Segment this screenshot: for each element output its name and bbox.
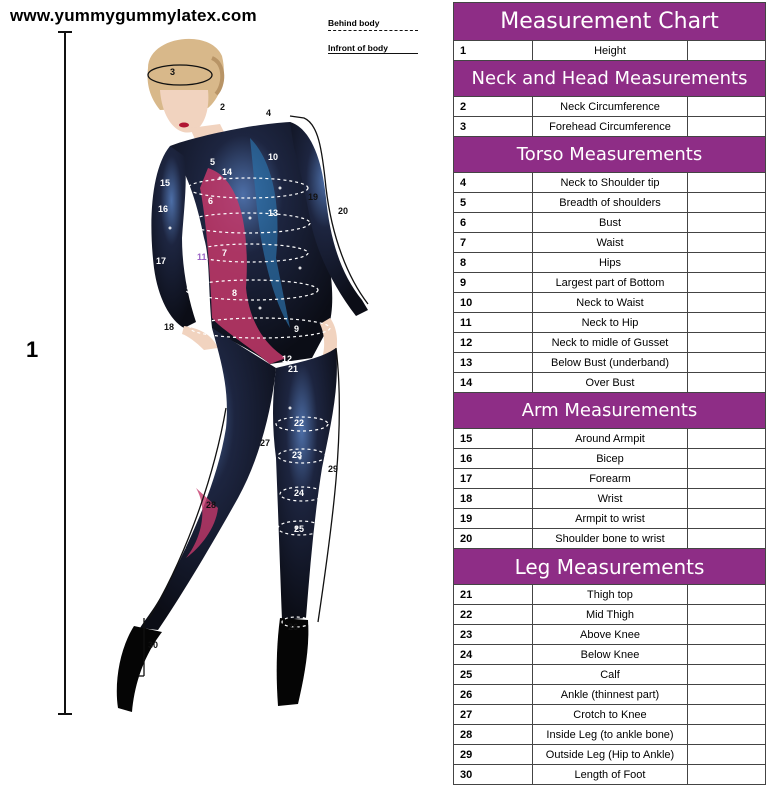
figure-label-4: 4 — [266, 108, 272, 118]
measurement-number: 18 — [454, 489, 533, 509]
measurement-row — [454, 529, 766, 549]
measurement-number: 11 — [454, 313, 533, 333]
figure-label-17: 17 — [156, 256, 167, 266]
measurement-label: Below Knee — [532, 645, 687, 665]
figure-label-19: 19 — [308, 192, 319, 202]
measurement-row — [454, 685, 766, 705]
measurement-row — [454, 449, 766, 469]
measurement-value-cell — [688, 449, 766, 469]
measurement-label: Neck to Shoulder tip — [532, 173, 687, 193]
measurement-number: 22 — [454, 605, 533, 625]
measurement-number: 2 — [454, 97, 533, 117]
measurement-number: 5 — [454, 193, 533, 213]
measurement-row — [454, 213, 766, 233]
measurement-number: 4 — [454, 173, 533, 193]
figure-label-29: 29 — [328, 464, 339, 474]
figure-label-10: 10 — [268, 152, 279, 162]
measurement-label: Breadth of shoulders — [532, 193, 687, 213]
figure-label-11: 11 — [197, 252, 207, 262]
measurement-value-cell — [688, 685, 766, 705]
measurement-label: Above Knee — [532, 625, 687, 645]
measurement-value-cell — [688, 489, 766, 509]
measurement-value-cell — [688, 665, 766, 685]
measurement-label: Below Bust (underband) — [532, 353, 687, 373]
measurement-label: Calf — [532, 665, 687, 685]
measurement-number: 29 — [454, 745, 533, 765]
measurement-row — [454, 665, 766, 685]
measurement-label: Thigh top — [532, 585, 687, 605]
measurement-number: 26 — [454, 685, 533, 705]
model-figure — [100, 28, 430, 718]
measurement-row — [454, 41, 766, 61]
site-url: www.yummygummylatex.com — [10, 6, 257, 25]
measurement-number: 6 — [454, 213, 533, 233]
measurement-row — [454, 645, 766, 665]
measurement-number: 17 — [454, 469, 533, 489]
figure-label-21: 21 — [288, 364, 299, 374]
figure-label-12: 12 — [282, 354, 293, 364]
figure-label-14: 14 — [222, 167, 233, 177]
section-heading: Torso Measurements — [454, 137, 766, 173]
measurement-row — [454, 765, 766, 785]
measurement-label: Ankle (thinnest part) — [532, 685, 687, 705]
figure-label-22: 22 — [294, 418, 305, 428]
measurement-value-cell — [688, 293, 766, 313]
measurement-value-cell — [688, 213, 766, 233]
measurement-label: Largest part of Bottom — [532, 273, 687, 293]
measurement-row — [454, 273, 766, 293]
measurement-value-cell — [688, 585, 766, 605]
measurement-row — [454, 469, 766, 489]
measurement-label: Forearm — [532, 469, 687, 489]
measurement-value-cell — [688, 253, 766, 273]
measurement-number: 3 — [454, 117, 533, 137]
measurement-label: Neck to Hip — [532, 313, 687, 333]
measurement-value-cell — [688, 509, 766, 529]
measurement-row — [454, 117, 766, 137]
measurement-number: 12 — [454, 333, 533, 353]
measurement-value-cell — [688, 353, 766, 373]
figure-label-20: 20 — [338, 206, 349, 216]
measurement-row — [454, 173, 766, 193]
figure-label-13: 13 — [268, 208, 279, 218]
measurement-label: Neck to midle of Gusset — [532, 333, 687, 353]
figure-label-18: 18 — [164, 322, 175, 332]
measurement-value-cell — [688, 625, 766, 645]
measurement-row — [454, 293, 766, 313]
measurement-number: 1 — [454, 41, 533, 61]
measurement-label: Hips — [532, 253, 687, 273]
measurement-number: 27 — [454, 705, 533, 725]
measurement-value-cell — [688, 745, 766, 765]
measurement-number: 24 — [454, 645, 533, 665]
measurement-row — [454, 97, 766, 117]
height-measure-line — [64, 32, 66, 714]
measurement-number: 15 — [454, 429, 533, 449]
measurement-row — [454, 333, 766, 353]
measurement-value-cell — [688, 529, 766, 549]
measurement-number: 14 — [454, 373, 533, 393]
measurement-number: 20 — [454, 529, 533, 549]
figure-label-3: 3 — [170, 67, 176, 77]
section-heading: Neck and Head Measurements — [454, 61, 766, 97]
figure-label-8: 8 — [232, 288, 238, 298]
measurement-label: Around Armpit — [532, 429, 687, 449]
measurement-value-cell — [688, 313, 766, 333]
height-number: 1 — [26, 337, 39, 362]
figure-label-5: 5 — [210, 157, 216, 167]
measurement-number: 10 — [454, 293, 533, 313]
measurement-number: 30 — [454, 765, 533, 785]
measurement-value-cell — [688, 117, 766, 137]
measurement-value-cell — [688, 193, 766, 213]
figure-label-30: 30 — [148, 640, 159, 650]
measurement-label: Bust — [532, 213, 687, 233]
measurement-value-cell — [688, 233, 766, 253]
measurement-label: Over Bust — [532, 373, 687, 393]
measurement-number: 7 — [454, 233, 533, 253]
section-heading: Arm Measurements — [454, 393, 766, 429]
measurement-row — [454, 489, 766, 509]
measurement-value-cell — [688, 705, 766, 725]
measurement-row — [454, 625, 766, 645]
measurement-label: Forehead Circumference — [532, 117, 687, 137]
measurement-number: 23 — [454, 625, 533, 645]
measurement-number: 8 — [454, 253, 533, 273]
figure-label-9: 9 — [294, 324, 300, 334]
measurement-value-cell — [688, 173, 766, 193]
measurement-row — [454, 705, 766, 725]
figure-label-27: 27 — [260, 438, 271, 448]
measurement-row — [454, 585, 766, 605]
height-top-tick — [58, 31, 72, 33]
measurement-value-cell — [688, 469, 766, 489]
measurement-label: Height — [532, 41, 687, 61]
figure-label-2: 2 — [220, 102, 226, 112]
measurement-row — [454, 313, 766, 333]
figure-label-6: 6 — [208, 196, 214, 206]
height-bottom-tick — [58, 713, 72, 715]
measurement-row — [454, 193, 766, 213]
measurement-label: Mid Thigh — [532, 605, 687, 625]
measurement-value-cell — [688, 605, 766, 625]
measurement-label: Neck to Waist — [532, 293, 687, 313]
measurement-row — [454, 373, 766, 393]
measurement-row — [454, 429, 766, 449]
measurement-value-cell — [688, 333, 766, 353]
figure-label-25: 25 — [294, 524, 305, 534]
figure-label-23: 23 — [292, 450, 303, 460]
measurement-value-cell — [688, 645, 766, 665]
measurement-number: 21 — [454, 585, 533, 605]
measurement-row — [454, 233, 766, 253]
measurement-chart — [453, 2, 766, 785]
measurement-number: 9 — [454, 273, 533, 293]
measurement-number: 28 — [454, 725, 533, 745]
measurement-number: 13 — [454, 353, 533, 373]
legend-behind-label: Behind body — [328, 18, 380, 28]
measurement-row — [454, 509, 766, 529]
measurement-row — [454, 253, 766, 273]
measurement-label: Bicep — [532, 449, 687, 469]
section-heading: Leg Measurements — [454, 549, 766, 585]
figure-label-24: 24 — [294, 488, 305, 498]
measurement-label: Inside Leg (to ankle bone) — [532, 725, 687, 745]
legend-front-label: Infront of body — [328, 43, 388, 53]
measurement-row — [454, 745, 766, 765]
measurement-value-cell — [688, 373, 766, 393]
measurement-label: Shoulder bone to wrist — [532, 529, 687, 549]
figure-label-16: 16 — [158, 204, 169, 214]
right-leg-shape — [273, 348, 337, 620]
measurement-label: Wrist — [532, 489, 687, 509]
figure-label-7: 7 — [222, 248, 228, 258]
measurement-row — [454, 605, 766, 625]
figure-label-26: 26 — [288, 622, 299, 632]
figure-label-28: 28 — [206, 500, 217, 510]
left-shoe-shape — [117, 626, 162, 712]
measurement-label: Waist — [532, 233, 687, 253]
measurement-value-cell — [688, 97, 766, 117]
measurement-value-cell — [688, 765, 766, 785]
figure-label-15: 15 — [160, 178, 171, 188]
measurement-value-cell — [688, 41, 766, 61]
measurement-label: Armpit to wrist — [532, 509, 687, 529]
measurement-number: 16 — [454, 449, 533, 469]
measurement-label: Crotch to Knee — [532, 705, 687, 725]
measurement-number: 19 — [454, 509, 533, 529]
measurement-value-cell — [688, 273, 766, 293]
measurement-value-cell — [688, 429, 766, 449]
measurement-label: Outside Leg (Hip to Ankle) — [532, 745, 687, 765]
measurement-row — [454, 353, 766, 373]
measurement-label: Length of Foot — [532, 765, 687, 785]
measurement-number: 25 — [454, 665, 533, 685]
measurement-label: Neck Circumference — [532, 97, 687, 117]
left-leg-shape — [140, 328, 276, 630]
chart-title: Measurement Chart — [454, 3, 766, 41]
